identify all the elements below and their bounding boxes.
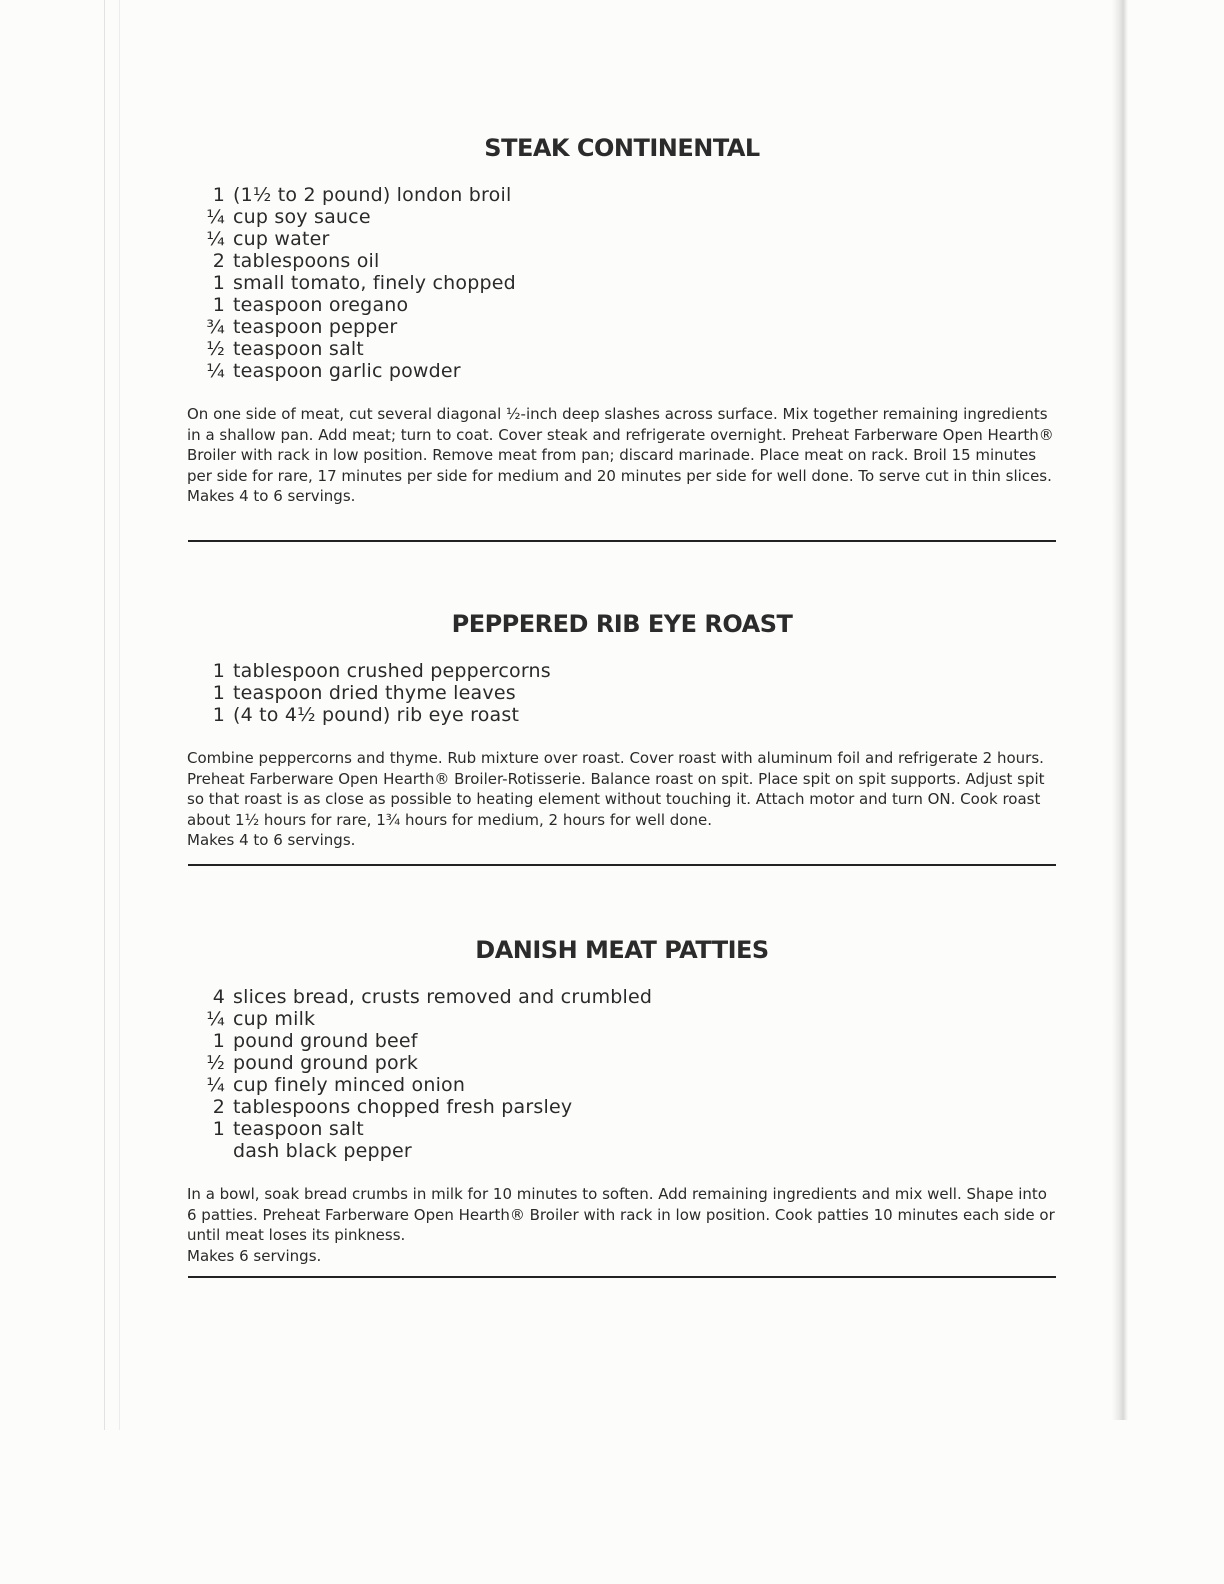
ingredient-list: [187, 184, 1057, 382]
recipe-method: Combine peppercorns and thyme. Rub mixture over roast. Cover roast with aluminum foil and refrigerate 2 hours. Preheat Farberware Open Hearth® Broiler-Rotisserie. Balance roast on spit. Place spit on spit supports. Adjust spit so that roast is as close as possible to heating element without touching it. Attach motor and turn ON. Cook roast about 1½ hours for rare, 1¾ hours for medium, 2 hours for well done.: [187, 749, 1045, 829]
recipe-title: STEAK CONTINENTAL: [484, 134, 760, 162]
ingredient-list: [187, 986, 1057, 1162]
recipe-title: DANISH MEAT PATTIES: [475, 936, 769, 964]
ingredient-item: dash black pepper: [233, 1140, 412, 1162]
recipe-danish-meat-patties: [187, 936, 1057, 1266]
ingredient-item: 2 tablespoons chopped fresh parsley: [212, 1096, 573, 1118]
recipe-peppered-rib-eye-roast: [187, 610, 1057, 850]
section-divider: [188, 540, 1056, 542]
ingredient-item: ¼ cup water: [206, 228, 330, 250]
scan-edge-right: [1112, 0, 1128, 1420]
ingredient-item: 1 (4 to 4½ pound) rib eye roast: [212, 704, 520, 726]
recipe-servings: Makes 4 to 6 servings.: [187, 831, 356, 849]
ingredient-item: 2 tablespoons oil: [212, 250, 380, 272]
ingredient-item: 1 tablespoon crushed peppercorns: [212, 660, 551, 682]
ingredient-item: ¼ cup milk: [206, 1008, 316, 1030]
ingredient-item: 1 teaspoon salt: [212, 1118, 364, 1140]
recipe-servings: Makes 4 to 6 servings.: [187, 487, 356, 505]
recipe-title: PEPPERED RIB EYE ROAST: [451, 610, 793, 638]
ingredient-item: ½ teaspoon salt: [206, 338, 364, 360]
ingredient-item: 1 teaspoon oregano: [212, 294, 409, 316]
ingredient-item: 4 slices bread, crusts removed and crumbled: [212, 986, 653, 1008]
ingredient-item: ¼ cup soy sauce: [206, 206, 371, 228]
recipe-servings: Makes 6 servings.: [187, 1246, 322, 1265]
ingredient-item: ½ pound ground pork: [206, 1052, 419, 1074]
recipe-method: On one side of meat, cut several diagonal ½-inch deep slashes across surface. Mix together remaining ingredients in a shallow pan. Add meat; turn to coat. Cover steak and refrigerate overnight. Preheat Farberware Open Hearth® Broiler with rack in low position. Remove meat from pan; discard marinade. Place meat on rack. Broil 15 minutes per side for rare, 17 minutes per side for medium and 20 minutes per side for well done. To serve cut in thin slices.: [187, 405, 1054, 485]
section-divider: [188, 1276, 1056, 1278]
ingredient-item: 1 small tomato, finely chopped: [212, 272, 516, 294]
ingredient-item: 1 teaspoon dried thyme leaves: [212, 682, 516, 704]
recipe-steak-continental: [187, 134, 1057, 506]
recipe-method: In a bowl, soak bread crumbs in milk for 10 minutes to soften. Add remaining ingredients and mix well. Shape into 6 patties. Preheat Farberware Open Hearth® Broiler with rack in low position. Cook patties 10 minutes each side or until meat loses its pinkness.: [187, 1185, 1055, 1244]
ingredient-list: [187, 660, 1057, 726]
ingredient-item: ¼ cup finely minced onion: [206, 1074, 466, 1096]
ingredient-item: 1 (1½ to 2 pound) london broil: [212, 184, 512, 206]
scan-edge-left: [104, 0, 120, 1430]
ingredient-item: 1 pound ground beef: [212, 1030, 418, 1052]
ingredient-item: ¼ teaspoon garlic powder: [206, 360, 461, 382]
ingredient-item: ¾ teaspoon pepper: [206, 316, 398, 338]
section-divider: [188, 864, 1056, 866]
